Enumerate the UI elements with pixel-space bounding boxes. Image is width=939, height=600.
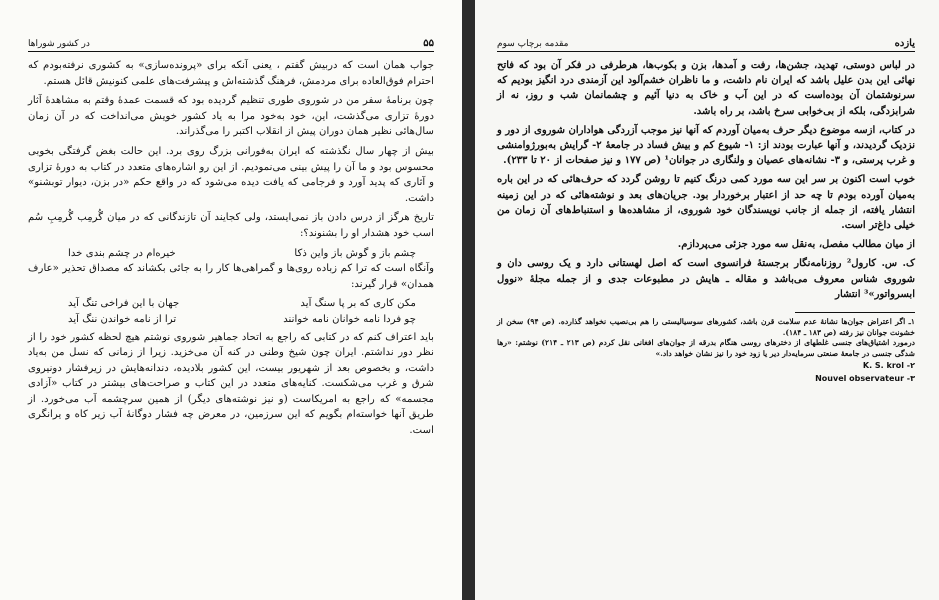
footnote-divider: [795, 312, 915, 313]
left-running-head: [28, 38, 434, 52]
right-running-title: مقدمه برچاپ سوم: [497, 39, 569, 49]
right-paragraph-4: از میان مطالب مفصل، به‌نقل سه مورد جزئی می‌پردازم.: [677, 239, 915, 251]
verse-couplet-1: [28, 246, 434, 262]
verse-hemistich: چشم باز و گوش باز واین ذکا: [294, 247, 416, 259]
right-paragraph-2: در کتاب، ازسه موضوع دیگر حرف به‌میان آوردم که آنها نیز موجب آزردگی هواداران شوروی از دور و نزدیک گردیدند، و آنها عبارت بودند از: ۱- شیوع کم و بیش فساد در جامعهٔ ۲- گرایش به‌بورژوامنشی و غرب پرستی، و ۳- نشانه‌های عصیان و ولنگاری در جوانان¹ (ص ۱۷۷ و نیز صفحات از ۲۰ تا ۲۳۳).: [497, 124, 916, 167]
verse-hemistich: ترا از نامه خواندن ننگ آید: [68, 313, 177, 325]
right-body: [497, 58, 915, 302]
verse-hemistich: خیره‌ام در چشم بندی خدا: [68, 247, 176, 259]
right-page: [475, 0, 939, 600]
footnote-3: Nouvel observateur -۳: [815, 374, 915, 384]
left-paragraph-3: بیش از چهار سال نگذشته که ایران به‌فورانی بزرگ روی برد. این حالت بغض گرفتگی بخوبی محسوس بود و ما آن را پیش بینی می‌نمودیم. از این رو اشاره‌های متعدد در کتاب به دورهٔ تزاری و آثاری که پدید آورد و فرجامی که یافت دیده می‌شود که در واقع حکم «در بزن، دیوار توبشنو» داشت.: [28, 145, 434, 204]
left-page-number: ۵۵: [423, 38, 434, 49]
left-page: [0, 0, 462, 600]
verse-hemistich: چو فردا نامه خوانان نامه خوانند: [283, 313, 416, 325]
left-paragraph-6: باید اعتراف کنم که در کتابی که راجع به اتحاد جماهیر شوروی نوشتم هیچ لحظه کشور خود را از نظر دور نداشتم. ایران چون شیخ وطنی در کنه آن می‌خزید. زیرا از زمانی که نسل من به‌یاد داشت، و بخصوص بعد از شهریور بیست، این کشور بلادیده، دندانه‌هایش در زیرفشار دونیروی شرق و غرب می‌شکست. کنایه‌های متعدد در این کتاب و صراحت‌های بیشتر در کتاب «آزادی مجسمه» که راجع به امریکاست (و نیز نوشته‌های دیگر) از همین سرچشمه آب می‌خورد. از طریق آنها خواسته‌ام بگویم که این سرزمین، در معرض چه فشار دوگانهٔ آب زیر کاه و یرانگری است.: [28, 331, 434, 437]
footnote-1: ۱ـ اگر اعتراض جوان‌ها نشانهٔ عدم سلامت قرن باشد، کشورهای سوسیالیستی را هم بی‌نصیب نخواهد گذارده. (ص ۹۴) سخن از خشونت جوانان نیز رفته (ص ۱۸۳ ـ ۱۸۴).: [497, 317, 915, 337]
left-paragraph-1: جواب همان است که دربیش گفتم ، یعنی آنکه برای «پرونده‌سازی» به کشوری نرفته‌بودم که احترام فوق‌العاده برای مردمش، فرهنگ گذشته‌اش و پیشرفت‌های علمی کنونیش قائل هستم.: [28, 60, 434, 87]
left-paragraph-2: چون برنامهٔ سفر من در شوروی طوری تنظیم گردیده بود که قسمت عمدهٔ وقتم به مشاهدهٔ آثار دورهٔ تزاری می‌گذشت، این، خود به‌خود مرا به یاد کشور خویش می‌انداخت که در آن زمان سال‌هائی نظیر همان دوران پیش از انقلاب اکتبر را می‌گذراند.: [28, 95, 434, 138]
footnote-1-continued: درمورد اشتیاق‌های جنسی غلطهای از دخترهای روسی هنگام بدرقه از جوان‌های افغانی نقل کردم (ص ۲۱۳ ـ ۲۱۴) نوشتم: «رها شدگی جنسی در جامعهٔ صنعتی سرمایه‌دار دیر یا زود خود را نیز نشان خواهد داد.»: [497, 338, 915, 358]
verse-couplet-3: [28, 312, 434, 328]
left-body-end: [28, 330, 434, 439]
verse-hemistich: جهان با این فراخی تنگ آید: [68, 298, 180, 310]
left-paragraph-5: وآنگاه است که ترا کم زباده روی‌ها و گمراهی‌ها کار را به جائی بکشاند که مصداق تحذیر «عارف همدان» قرار گیرند:: [28, 263, 434, 290]
right-page-number: یازده: [894, 38, 915, 49]
left-paragraph-4: تاریخ هرگز از درس دادن باز نمی‌ایستد، ولی کجایند آن تازندگانی که در میان گُرمِب گُرمِبِ سُم اسب خود هشدار او را بشنوند؟:: [28, 212, 434, 239]
book-gutter: [462, 0, 475, 600]
verse-couplet-2: [28, 296, 434, 312]
right-paragraph-5: ک. س. کارول² روزنامه‌نگار برجستهٔ فرانسوی است که اصل لهستانی دارد و یک روسی دان و شوروی شناس معروف می‌باشد و مقاله ـ هایش در مطبوعات جدی و از جمله مجلهٔ «نوول ابسرواتور»³ انتشار: [497, 258, 915, 300]
left-body: [28, 58, 434, 242]
right-paragraph-3: خوب است اکنون بر سر این سه مورد کمی درنگ کنیم تا روشن گردد که حرف‌هائی که در این باره به‌میان آورده بودم تا چه حد از اعتبار برخوردار بود. جریان‌های بعد و نوشته‌هائی که در این زمینه انتشار یافته، از جمله از جانب نویسندگان خود شوروی، از مشاهده‌ها و استنباط‌های آن زمان من خیلی داغ‌تر است.: [497, 174, 915, 232]
footnotes: [497, 317, 915, 359]
left-running-title: در کشور شوراها: [28, 39, 90, 49]
right-paragraph-1: در لباس دوستی، تهدید، جشن‌ها، رفت و آمدها، بزن و بکوب‌ها، هرطرفی در فکر آن بود که فاتح نهائی این بدن علیل باشد که ایران نام داشت، و ما ناظران خشم‌آلود این آزمندی درد انگیز بودیم که سرنوشتمان آن بوده‌است که در این آب و خاک به دنیا آئیم و چشمانمان شب و روز، نه از شرابزدگی، بلکه از بی‌خوابی سرخ باشد، بر راه باشد.: [497, 60, 915, 117]
verse-hemistich: مکن کاری که بر پا سنگ آید: [300, 298, 416, 310]
left-body-middle: [28, 261, 434, 292]
right-running-head: [497, 38, 915, 52]
footnote-2: K. S. krol -۲: [862, 361, 915, 371]
